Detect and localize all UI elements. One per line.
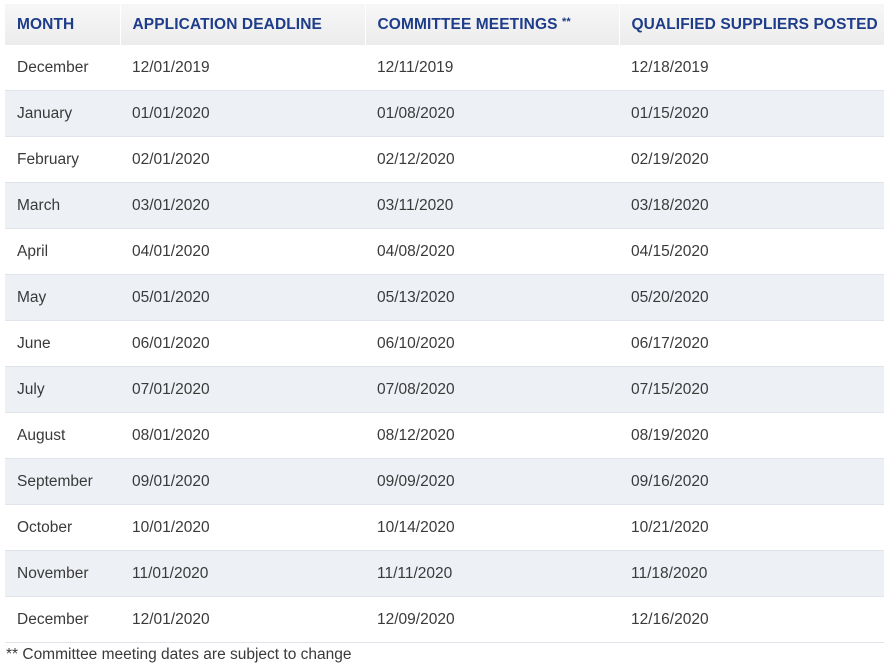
- qualified-suppliers-posted-cell: 05/20/2020: [619, 275, 884, 321]
- schedule-table: [5, 4, 884, 643]
- header-qualified-suppliers-posted: QUALIFIED SUPPLIERS POSTED: [631, 15, 878, 33]
- qualified-suppliers-posted-cell: 03/18/2020: [619, 183, 884, 229]
- table-row: [5, 275, 884, 321]
- month-cell: July: [5, 367, 120, 413]
- table-row: [5, 229, 884, 275]
- committee-meeting-cell: 02/12/2020: [365, 137, 619, 183]
- committee-meeting-cell: 09/09/2020: [365, 459, 619, 505]
- table-body: [5, 45, 884, 643]
- table-header-row: [5, 4, 884, 45]
- committee-meeting-cell: 06/10/2020: [365, 321, 619, 367]
- table-row: [5, 597, 884, 643]
- month-cell: June: [5, 321, 120, 367]
- qualified-suppliers-posted-cell: 07/15/2020: [619, 367, 884, 413]
- application-deadline-cell: 09/01/2020: [120, 459, 365, 505]
- application-deadline-cell: 05/01/2020: [120, 275, 365, 321]
- application-deadline-cell: 08/01/2020: [120, 413, 365, 459]
- month-cell: October: [5, 505, 120, 551]
- committee-meeting-cell: 10/14/2020: [365, 505, 619, 551]
- table-row: [5, 367, 884, 413]
- application-deadline-cell: 12/01/2019: [120, 45, 365, 91]
- month-cell: December: [5, 45, 120, 91]
- committee-meeting-cell: 11/11/2020: [365, 551, 619, 597]
- committee-meeting-cell: 03/11/2020: [365, 183, 619, 229]
- application-deadline-cell: 06/01/2020: [120, 321, 365, 367]
- month-cell: August: [5, 413, 120, 459]
- qualified-suppliers-posted-cell: 12/16/2020: [619, 597, 884, 643]
- committee-meeting-cell: 12/11/2019: [365, 45, 619, 91]
- qualified-suppliers-posted-cell: 10/21/2020: [619, 505, 884, 551]
- qualified-suppliers-posted-cell: 06/17/2020: [619, 321, 884, 367]
- month-cell: March: [5, 183, 120, 229]
- committee-meeting-cell: 12/09/2020: [365, 597, 619, 643]
- application-deadline-cell: 07/01/2020: [120, 367, 365, 413]
- committee-meeting-cell: 01/08/2020: [365, 91, 619, 137]
- footnote: ** Committee meeting dates are subject to change: [6, 646, 352, 663]
- header-note-marker: **: [561, 15, 571, 28]
- header-application-deadline: APPLICATION DEADLINE: [120, 4, 365, 45]
- qualified-suppliers-posted-cell: 04/15/2020: [619, 229, 884, 275]
- application-deadline-cell: 10/01/2020: [120, 505, 365, 551]
- application-deadline-cell: 02/01/2020: [120, 137, 365, 183]
- qualified-suppliers-posted-cell: 09/16/2020: [619, 459, 884, 505]
- month-cell: February: [5, 137, 120, 183]
- table-row: [5, 45, 884, 91]
- qualified-suppliers-posted-cell: 02/19/2020: [619, 137, 884, 183]
- application-deadline-cell: 12/01/2020: [120, 597, 365, 643]
- table-row: [5, 413, 884, 459]
- header-committee-meetings: COMMITTEE MEETINGS **: [365, 4, 619, 45]
- qualified-suppliers-posted-cell: 01/15/2020: [619, 91, 884, 137]
- month-cell: September: [5, 459, 120, 505]
- table-row: [5, 183, 884, 229]
- table-row: [5, 137, 884, 183]
- committee-meeting-cell: 08/12/2020: [365, 413, 619, 459]
- qualified-suppliers-posted-cell: 08/19/2020: [619, 413, 884, 459]
- table-row: [5, 505, 884, 551]
- application-deadline-cell: 03/01/2020: [120, 183, 365, 229]
- month-cell: May: [5, 275, 120, 321]
- month-cell: January: [5, 91, 120, 137]
- table-row: [5, 91, 884, 137]
- table-row: [5, 459, 884, 505]
- qualified-suppliers-posted-cell: 12/18/2019: [619, 45, 884, 91]
- application-deadline-cell: 04/01/2020: [120, 229, 365, 275]
- qualified-suppliers-posted-cell: 11/18/2020: [619, 551, 884, 597]
- header-month: MONTH: [5, 4, 120, 45]
- table-row: [5, 551, 884, 597]
- month-cell: December: [5, 597, 120, 643]
- table-row: [5, 321, 884, 367]
- committee-meeting-cell: 05/13/2020: [365, 275, 619, 321]
- application-deadline-cell: 11/01/2020: [120, 551, 365, 597]
- month-cell: April: [5, 229, 120, 275]
- month-cell: November: [5, 551, 120, 597]
- application-deadline-cell: 01/01/2020: [120, 91, 365, 137]
- committee-meeting-cell: 04/08/2020: [365, 229, 619, 275]
- committee-meeting-cell: 07/08/2020: [365, 367, 619, 413]
